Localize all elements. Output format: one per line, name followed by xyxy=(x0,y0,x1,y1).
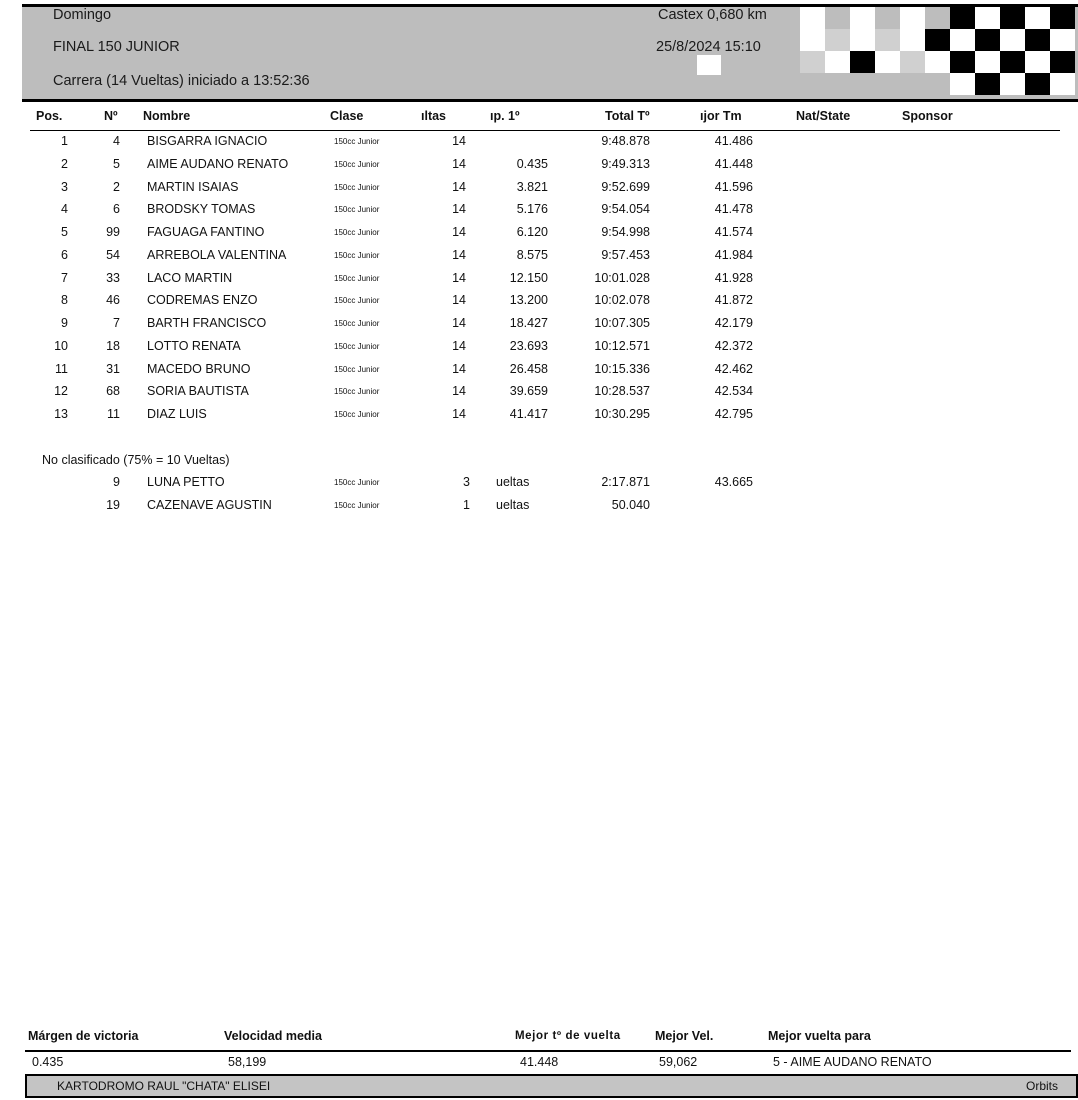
result-gap: 18.427 xyxy=(509,316,548,330)
brand-name: Orbits xyxy=(1025,1079,1058,1093)
result-driver-name: BISGARRA IGNACIO xyxy=(147,134,268,148)
nc-driver-name: LUNA PETTO xyxy=(147,475,225,489)
result-class: 150cc Junior xyxy=(334,228,380,237)
result-kart-number: 4 xyxy=(113,134,120,148)
result-class: 150cc Junior xyxy=(334,410,380,419)
result-kart-number: 2 xyxy=(113,179,120,194)
result-best-lap: 41.984 xyxy=(714,247,753,262)
result-best-lap: 41.486 xyxy=(714,134,753,148)
result-total-time: 9:54.998 xyxy=(601,225,650,239)
day-label: Domingo xyxy=(53,7,112,23)
result-total-time: 9:57.453 xyxy=(601,247,650,262)
result-gap: 5.176 xyxy=(516,202,548,217)
result-class: 150cc Junior xyxy=(334,159,380,169)
result-position: 3 xyxy=(61,179,68,194)
result-total-time: 10:12.571 xyxy=(594,338,650,353)
nc-kart-number: 19 xyxy=(106,497,120,512)
col-number: Nº xyxy=(104,109,118,123)
result-laps: 14 xyxy=(452,179,466,194)
result-driver-name: MARTIN ISAIAS xyxy=(147,179,239,194)
result-class: 150cc Junior xyxy=(334,137,380,146)
result-kart-number: 46 xyxy=(106,293,120,308)
result-gap: 41.417 xyxy=(509,407,548,421)
result-total-time: 10:15.336 xyxy=(594,361,650,376)
result-gap: 23.693 xyxy=(509,338,548,353)
result-position: 6 xyxy=(61,247,68,262)
nc-class: 150cc Junior xyxy=(334,478,380,487)
result-position: 1 xyxy=(61,134,68,148)
result-best-lap: 42.534 xyxy=(714,384,753,399)
result-laps: 14 xyxy=(452,361,466,376)
result-kart-number: 33 xyxy=(106,270,120,285)
result-kart-number: 5 xyxy=(113,156,120,171)
best-speed-value: 59,062 xyxy=(659,1055,698,1069)
result-best-lap: 41.596 xyxy=(714,179,753,194)
result-position: 5 xyxy=(61,225,68,239)
result-gap: 13.200 xyxy=(509,293,548,308)
result-class: 150cc Junior xyxy=(334,250,380,260)
result-gap: 26.458 xyxy=(509,361,548,376)
result-total-time: 10:02.078 xyxy=(594,293,650,308)
col-pos: Pos. xyxy=(36,109,63,123)
nc-driver-name: CAZENAVE AGUSTIN xyxy=(147,497,272,512)
result-gap: 12.150 xyxy=(509,270,548,285)
result-position: 4 xyxy=(61,202,68,217)
nc-best-lap: 43.665 xyxy=(714,475,753,489)
result-position: 12 xyxy=(54,384,68,399)
result-driver-name: LOTTO RENATA xyxy=(147,338,241,353)
result-gap: 8.575 xyxy=(516,247,548,262)
event-title: FINAL 150 JUNIOR xyxy=(53,39,180,55)
nc-gap: ueltas xyxy=(496,497,530,512)
result-class: 150cc Junior xyxy=(334,387,380,397)
result-total-time: 10:30.295 xyxy=(594,407,650,421)
footer-divider xyxy=(25,1050,1071,1052)
result-class: 150cc Junior xyxy=(334,273,380,283)
nc-total-time: 50.040 xyxy=(611,497,650,512)
result-gap: 0.435 xyxy=(516,156,548,171)
result-driver-name: SORIA BAUTISTA xyxy=(147,384,249,399)
result-position: 11 xyxy=(55,361,68,376)
result-gap: 39.659 xyxy=(509,384,548,399)
header-divider xyxy=(22,99,1078,102)
result-total-time: 9:52.699 xyxy=(601,179,650,194)
result-driver-name: DIAZ LUIS xyxy=(147,407,207,421)
result-laps: 14 xyxy=(452,247,466,262)
nc-laps: 1 xyxy=(463,497,470,512)
result-total-time: 9:48.878 xyxy=(601,134,650,148)
result-laps: 14 xyxy=(452,338,466,353)
margin-of-victory-value: 0.435 xyxy=(32,1055,64,1069)
result-class: 150cc Junior xyxy=(334,364,380,374)
col-class: Clase xyxy=(330,109,364,123)
best-lap-time-value: 41.448 xyxy=(520,1055,559,1069)
result-laps: 14 xyxy=(452,156,466,171)
result-laps: 14 xyxy=(452,270,466,285)
result-laps: 14 xyxy=(452,384,466,399)
not-classified-label: No clasificado (75% = 10 Vueltas) xyxy=(42,453,230,467)
result-position: 9 xyxy=(61,316,68,330)
result-laps: 14 xyxy=(452,407,466,421)
result-best-lap: 41.574 xyxy=(714,225,753,239)
result-best-lap: 42.462 xyxy=(714,361,753,376)
result-best-lap: 42.372 xyxy=(714,338,753,353)
track-info: Castex 0,680 km xyxy=(658,7,767,23)
result-best-lap: 41.448 xyxy=(714,156,753,171)
result-driver-name: BRODSKY TOMAS xyxy=(147,202,256,217)
result-position: 13 xyxy=(54,407,68,421)
result-position: 2 xyxy=(61,156,68,171)
footer-bar xyxy=(25,1074,1078,1098)
best-lap-for-value: 5 - AIME AUDANO RENATO xyxy=(773,1055,932,1069)
result-driver-name: BARTH FRANCISCO xyxy=(147,316,267,330)
col-nat-state: Nat/State xyxy=(796,109,851,123)
col-sponsor: Sponsor xyxy=(902,109,953,123)
result-total-time: 10:07.305 xyxy=(594,316,650,330)
result-driver-name: AIME AUDANO RENATO xyxy=(147,156,289,171)
result-class: 150cc Junior xyxy=(334,341,380,351)
result-kart-number: 99 xyxy=(106,225,120,239)
result-kart-number: 31 xyxy=(106,361,120,376)
result-best-lap: 41.872 xyxy=(714,293,753,308)
result-total-time: 9:54.054 xyxy=(601,202,650,217)
result-laps: 14 xyxy=(452,316,466,330)
col-laps: ıltas xyxy=(421,109,447,123)
margin-of-victory-label: Márgen de victoria xyxy=(28,1029,139,1043)
result-class: 150cc Junior xyxy=(334,205,380,215)
result-laps: 14 xyxy=(452,202,466,217)
result-best-lap: 42.179 xyxy=(714,316,753,330)
result-laps: 14 xyxy=(452,134,466,148)
nc-laps: 3 xyxy=(463,475,470,489)
result-total-time: 10:28.537 xyxy=(594,384,650,399)
result-driver-name: MACEDO BRUNO xyxy=(147,361,251,376)
result-class: 150cc Junior xyxy=(334,296,380,306)
result-laps: 14 xyxy=(452,225,466,239)
col-gap: ıp. 1º xyxy=(490,109,520,123)
result-kart-number: 6 xyxy=(113,202,120,217)
result-kart-number: 18 xyxy=(106,338,120,353)
result-driver-name: LACO MARTIN xyxy=(147,270,233,285)
result-best-lap: 41.478 xyxy=(714,202,753,217)
nc-total-time: 2:17.871 xyxy=(601,475,650,489)
result-best-lap: 42.795 xyxy=(714,407,753,421)
result-total-time: 10:01.028 xyxy=(594,270,650,285)
best-lap-for-label: Mejor vuelta para xyxy=(768,1029,871,1043)
result-driver-name: ARREBOLA VALENTINA xyxy=(147,247,287,262)
result-position: 10 xyxy=(54,338,68,353)
result-position: 8 xyxy=(61,293,68,308)
result-kart-number: 54 xyxy=(106,247,120,262)
best-speed-label: Mejor Vel. xyxy=(655,1029,714,1043)
result-kart-number: 68 xyxy=(106,384,120,399)
result-position: 7 xyxy=(61,270,68,285)
result-class: 150cc Junior xyxy=(334,319,380,328)
flag-square xyxy=(697,55,721,75)
col-total-time: Total Tº xyxy=(605,109,650,123)
result-best-lap: 41.928 xyxy=(714,270,753,285)
result-kart-number: 7 xyxy=(113,316,120,330)
nc-class: 150cc Junior xyxy=(334,500,380,510)
average-speed-label: Velocidad media xyxy=(224,1029,322,1043)
result-kart-number: 11 xyxy=(107,407,120,421)
result-gap: 3.821 xyxy=(516,179,548,194)
header-underline xyxy=(30,130,1060,131)
result-laps: 14 xyxy=(452,293,466,308)
result-class: 150cc Junior xyxy=(334,182,380,192)
nc-gap: ueltas xyxy=(496,475,530,489)
date-time: 25/8/2024 15:10 xyxy=(656,39,761,55)
venue-name: KARTODROMO RAUL "CHATA" ELISEI xyxy=(57,1079,271,1093)
result-total-time: 9:49.313 xyxy=(601,156,650,171)
result-driver-name: CODREMAS ENZO xyxy=(147,293,258,308)
nc-kart-number: 9 xyxy=(113,475,120,489)
result-driver-name: FAGUAGA FANTINO xyxy=(147,225,265,239)
average-speed-value: 58,199 xyxy=(228,1055,267,1069)
race-info: Carrera (14 Vueltas) iniciado a 13:52:36 xyxy=(53,73,310,89)
best-lap-time-label: Mejor tº de vuelta xyxy=(515,1030,621,1042)
result-gap: 6.120 xyxy=(516,225,548,239)
col-best-lap: ıjor Tm xyxy=(700,109,742,123)
col-name: Nombre xyxy=(143,109,191,123)
